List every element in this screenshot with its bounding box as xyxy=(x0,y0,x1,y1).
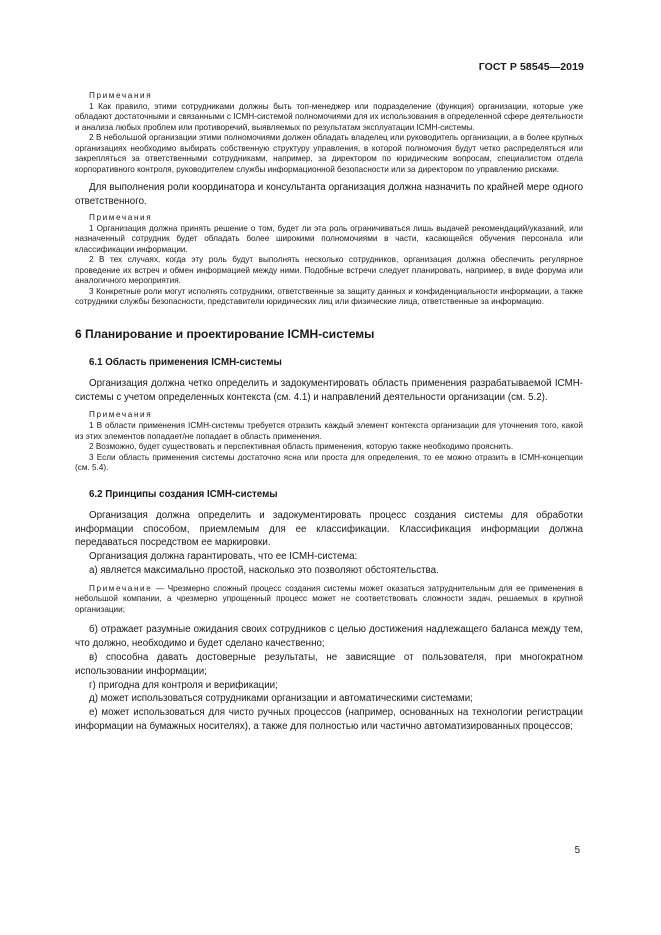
note-inline xyxy=(75,584,583,616)
page-content xyxy=(75,91,583,734)
note-item: 1 В области применения ICMH-системы требуется отразить каждый элемент контекста организации для уточнения того, какой из этих элементов попадает/не попадает в область применения. xyxy=(75,421,583,441)
list-item-v: в) способна давать достоверные результаты, не зависящие от пользователя, при многократном использовании информации; xyxy=(75,651,583,677)
paragraph-guarantee: Организация должна гарантировать, что ее ICMH-система: xyxy=(89,551,358,563)
list-item-d: д) может использоваться сотрудниками организации и автоматическими системами; xyxy=(89,693,473,705)
document-code: ГОСТ Р 58545—2019 xyxy=(478,61,584,73)
section-6-1-heading: 6.1 Область применения ICMH-системы xyxy=(89,356,282,368)
note-item: 2 Возможно, будет существовать и перспективная область применения, которую также необходимо прояснить. xyxy=(89,442,514,452)
section-6-2-heading: 6.2 Принципы создания ICMH-системы xyxy=(89,488,278,500)
note-item: 2 В тех случаях, когда эту роль будут выполнять несколько сотрудников, организация должна обеспечить регулярное проведение их встреч и обмен информацией между ними. Подобные встречи следует планировать, например, в виде форума или аналогичного мероприятия. xyxy=(75,255,583,286)
notes-label: Примечания xyxy=(89,212,153,222)
list-item-e: е) может использоваться для чисто ручных процессов (например, основанных на технологии регистрации информации на бумажных носителях), а также для полностью или частично автоматизированных процессов; xyxy=(75,707,583,732)
paragraph-principles: Организация должна определить и задокументировать процесс создания системы для обработки информации способом, приемлемым для ее классификации. Классификация информации должна передаваться посредством ее маркировки. xyxy=(75,509,583,549)
note-item: 3 Если область применения системы достаточно ясна или проста для определения, то ее можно отразить в ICMH-концепции (см. 5.4). xyxy=(75,452,583,473)
note-label: Примечание xyxy=(89,583,153,593)
notes-label: Примечания xyxy=(89,410,153,420)
list-item-b: б) отражает разумные ожидания своих сотрудников с целью достижения надлежащего баланса между тем, что должно, необходимо и будет сделано качественно; xyxy=(75,624,583,650)
paragraph-coordinator: Для выполнения роли координатора и консультанта организация должна назначить по крайней мере одного ответственного. xyxy=(75,182,583,208)
note-item: 1 Как правило, этими сотрудниками должны быть топ-менеджер или подразделение (функция) организации, которые уже обладают достаточными и связанными с ICMH-системой полномочиями для их использования в определенной сфере деятельности и анализа любых проблем или противоречий, выявляемых по результатам эксплуатации ICMH-системы. xyxy=(75,101,583,132)
page-number: 5 xyxy=(574,845,580,856)
note-item: 2 В небольшой организации этими полномочиями должен обладать владелец или руководитель организации, а в более крупных организациях необходимо выбирать собственную структуру управления, в которой полномочия будут четко распределяться или закрепляться за ответственными сотрудниками, например, за директором по юридическим вопросам, специалистом отдела корпоративного контроля, руководителем службы информационной безопасности или за директором по управлению рисками. xyxy=(75,133,583,174)
paragraph-scope: Организация должна четко определить и задокументировать область применения разрабатываемой ICMH-системы с учетом определенных контекста (см. 4.1) и направлений деятельности организации (см. 5.2). xyxy=(75,377,583,403)
section-6-heading: 6 Планирование и проектирование ICMH-системы xyxy=(75,326,375,341)
note-item: 3 Конкретные роли могут исполнять сотрудники, ответственные за защиту данных и конфиденциальности информации, а также сотрудники службы безопасности, представители юридических лиц или физические лица, ответственные за информацию. xyxy=(75,286,583,307)
note-item: 1 Организация должна принять решение о том, будет ли эта роль ограничиваться лишь выдачей рекомендаций/указаний, или назначенный сотрудник будет обладать более широкими полномочиями в части, касающейся обучения персонала или классификации информации. xyxy=(75,223,583,254)
note-text: — Чрезмерно сложный процесс создания системы может оказаться затруднительным для ее применения в небольшой компании, а чрезмерно упрощенный процесс может не соответствовать сложности задач, решаемых в крупной организации; xyxy=(75,583,583,614)
notes-label: Примечания xyxy=(89,91,153,100)
list-item-a: а) является максимально простой, насколько это позволяют обстоятельства. xyxy=(89,564,439,576)
list-item-g: г) пригодна для контроля и верификации; xyxy=(89,679,278,691)
